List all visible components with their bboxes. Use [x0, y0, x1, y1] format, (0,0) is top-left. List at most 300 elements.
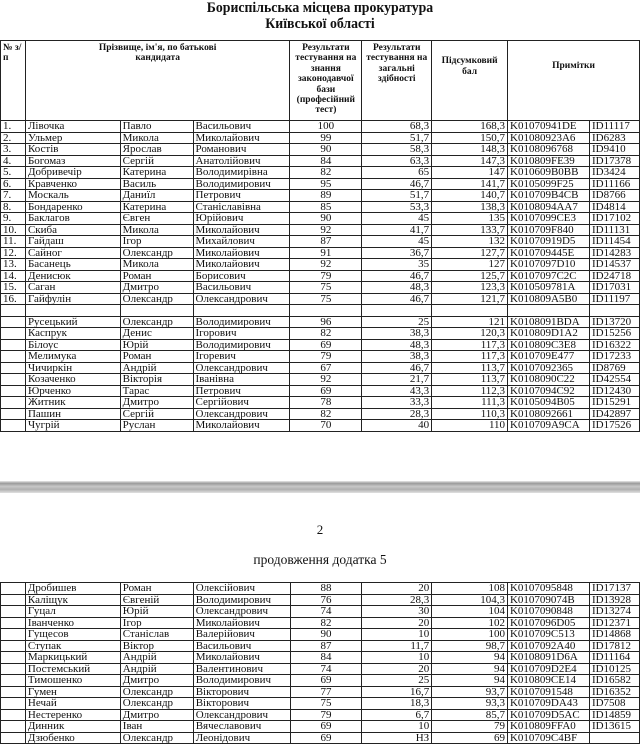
first-name: Євгеній: [120, 594, 193, 606]
total-score: 127,7: [432, 247, 508, 259]
row-number: [1, 594, 26, 606]
total-score: 100: [432, 629, 508, 641]
law-test-score: 78: [290, 397, 362, 409]
first-name: Ярослав: [120, 144, 193, 156]
candidate-id: ID14859: [589, 709, 639, 721]
total-score: 113,7: [432, 362, 508, 374]
last-name: Нестеренко: [25, 709, 120, 721]
candidate-id: ID14283: [589, 247, 639, 259]
first-name: Роман: [120, 351, 193, 363]
candidate-id: ID17812: [589, 640, 639, 652]
candidate-code: K0108091BDA: [508, 316, 590, 328]
table-row: [1, 121, 640, 133]
law-test-score: 77: [290, 686, 362, 698]
first-name: Денис: [120, 328, 193, 340]
last-name: Нечай: [25, 698, 120, 710]
first-name: Ігор: [120, 617, 193, 629]
table-row: [1, 583, 640, 595]
last-name: Денисюк: [25, 270, 120, 282]
general-test-score: 43,3: [362, 385, 432, 397]
candidate-code: K010709445E: [508, 247, 590, 259]
table-row: [1, 339, 640, 351]
header-full-name: Прізвище, ім'я, по батькові кандидата: [25, 41, 289, 121]
table-row: [1, 374, 640, 386]
candidate-code: K0107092A40: [507, 640, 589, 652]
candidate-code: K010709A9CA: [508, 420, 590, 432]
patronymic: Вікторович: [193, 698, 290, 710]
first-name: Андрій: [120, 663, 193, 675]
law-test-score: 99: [290, 132, 362, 144]
candidate-id: ID17102: [589, 213, 639, 225]
last-name: Костів: [25, 144, 120, 156]
row-number: [1, 606, 26, 618]
patronymic: Миколайович: [193, 617, 290, 629]
patronymic: Леонідович: [193, 732, 290, 744]
law-test-score: 82: [290, 408, 362, 420]
row-number: 15.: [1, 282, 26, 294]
last-name: Пашин: [25, 408, 120, 420]
table-row: [1, 732, 640, 744]
last-name: Юрченко: [25, 385, 120, 397]
general-test-score: 18,3: [362, 698, 432, 710]
general-test-score: 38,3: [362, 351, 432, 363]
law-test-score: 69: [290, 675, 362, 687]
table-row: [1, 316, 640, 328]
total-score: 138,3: [432, 201, 508, 213]
first-name: Сергій: [120, 408, 193, 420]
first-name: Дмитро: [120, 675, 193, 687]
candidate-code: K0105094B05: [508, 397, 590, 409]
table-row: [1, 328, 640, 340]
law-test-score: 69: [290, 385, 362, 397]
last-name: Лівочка: [25, 121, 120, 133]
candidate-code: K0107099CE3: [508, 213, 590, 225]
candidate-id: ID17137: [589, 583, 639, 595]
table-row: [1, 420, 640, 432]
last-name: Ступак: [25, 640, 120, 652]
candidate-code: [508, 305, 590, 317]
last-name: Русецький: [25, 316, 120, 328]
total-score: 150,7: [432, 132, 508, 144]
general-test-score: 51,7: [362, 190, 432, 202]
row-number: [1, 698, 26, 710]
law-test-score: 91: [290, 247, 362, 259]
patronymic: Вячеславович: [193, 721, 290, 733]
patronymic: Валентинович: [193, 663, 290, 675]
general-test-score: 46,7: [362, 362, 432, 374]
table-row: [1, 201, 640, 213]
patronymic: [193, 305, 290, 317]
first-name: Олександр: [120, 698, 193, 710]
candidate-code: K0107094C92: [508, 385, 590, 397]
last-name: Гайфулін: [25, 293, 120, 305]
total-score: 69: [432, 732, 508, 744]
candidate-id: ID3424: [589, 167, 639, 179]
row-number: [1, 709, 26, 721]
law-test-score: 87: [290, 640, 362, 652]
patronymic: Васильович: [193, 121, 290, 133]
law-test-score: 96: [290, 316, 362, 328]
patronymic: Станіславівна: [193, 201, 290, 213]
table-row: [1, 236, 640, 248]
total-score: 93,3: [432, 698, 508, 710]
row-number: [1, 362, 26, 374]
last-name: Чичиркін: [25, 362, 120, 374]
candidate-code: K0108096768: [508, 144, 590, 156]
patronymic: Ігорович: [193, 328, 290, 340]
candidate-code: K010709D2E4: [507, 663, 589, 675]
law-test-score: 74: [290, 663, 362, 675]
last-name: Гущесов: [25, 629, 120, 641]
header-notes: Примітки: [508, 41, 640, 121]
candidate-id: ID9410: [589, 144, 639, 156]
general-test-score: 28,3: [362, 594, 432, 606]
results-table-page-2: [0, 582, 640, 744]
patronymic: Олексійович: [193, 583, 290, 595]
general-test-score: 40: [362, 420, 432, 432]
first-name: Олександр: [120, 293, 193, 305]
page-break-divider: [0, 481, 640, 493]
last-name: Постемський: [25, 663, 120, 675]
row-number: 5.: [1, 167, 26, 179]
page-number: 2: [316, 522, 324, 537]
total-score: 127: [432, 259, 508, 271]
table-row: [1, 686, 640, 698]
table-row: [1, 213, 640, 225]
patronymic: Володимирович: [193, 594, 290, 606]
first-name: Сергій: [120, 155, 193, 167]
table-row: [1, 270, 640, 282]
total-score: 104,3: [432, 594, 508, 606]
total-score: 133,7: [432, 224, 508, 236]
candidate-code: K01070919D5: [508, 236, 590, 248]
table-row: [1, 351, 640, 363]
row-number: 13.: [1, 259, 26, 271]
total-score: 120,3: [432, 328, 508, 340]
general-test-score: [362, 305, 432, 317]
law-test-score: 89: [290, 190, 362, 202]
general-test-score: 25: [362, 316, 432, 328]
table-row: [1, 652, 640, 664]
first-name: Олександр: [120, 732, 193, 744]
patronymic: Володимирович: [193, 316, 290, 328]
row-number: 1.: [1, 121, 26, 133]
patronymic: Миколайович: [193, 224, 290, 236]
last-name: Козаченко: [25, 374, 120, 386]
last-name: Гуцал: [25, 606, 120, 618]
candidate-code: K010509781A: [508, 282, 590, 294]
first-name: Василь: [120, 178, 193, 190]
candidate-id: ID17378: [589, 155, 639, 167]
first-name: Юрій: [120, 339, 193, 351]
row-number: [1, 652, 26, 664]
general-test-score: 58,3: [362, 144, 432, 156]
last-name: Чугрій: [25, 420, 120, 432]
last-name: Білоус: [25, 339, 120, 351]
last-name: Дзюбенко: [25, 732, 120, 744]
general-test-score: 48,3: [362, 282, 432, 294]
patronymic: Володимирович: [193, 178, 290, 190]
first-name: Ігор: [120, 236, 193, 248]
law-test-score: 87: [290, 236, 362, 248]
candidate-id: [589, 305, 639, 317]
candidate-id: ID17031: [589, 282, 639, 294]
row-number: 12.: [1, 247, 26, 259]
candidate-id: ID8769: [589, 362, 639, 374]
last-name: Гумен: [25, 686, 120, 698]
table-row: [1, 640, 640, 652]
document-title: [0, 0, 640, 32]
law-test-score: 70: [290, 420, 362, 432]
patronymic: Сергійович: [193, 397, 290, 409]
table-row: [1, 282, 640, 294]
row-number: [1, 374, 26, 386]
law-test-score: 75: [290, 293, 362, 305]
candidate-id: ID13720: [589, 316, 639, 328]
candidate-code: K010709F840: [508, 224, 590, 236]
law-test-score: 90: [290, 629, 362, 641]
candidate-id: ID14537: [589, 259, 639, 271]
total-score: 79: [432, 721, 508, 733]
law-test-score: 79: [290, 351, 362, 363]
candidate-code: K0108091D6A: [507, 652, 589, 664]
last-name: Богомаз: [25, 155, 120, 167]
law-test-score: 88: [290, 583, 362, 595]
candidate-id: ID11454: [589, 236, 639, 248]
patronymic: Юрійович: [193, 213, 290, 225]
row-number: 8.: [1, 201, 26, 213]
first-name: Євген: [120, 213, 193, 225]
patronymic: Романович: [193, 144, 290, 156]
row-number: 11.: [1, 236, 26, 248]
last-name: Баклагов: [25, 213, 120, 225]
general-test-score: 20: [362, 583, 432, 595]
total-score: 102: [432, 617, 508, 629]
candidate-code: K0107097C2C: [508, 270, 590, 282]
first-name: Юрій: [120, 606, 193, 618]
candidate-code: K010709DA43: [507, 698, 589, 710]
table-row: [1, 709, 640, 721]
row-number: [1, 316, 26, 328]
total-score: 121,7: [432, 293, 508, 305]
total-score: [432, 305, 508, 317]
header-law-test: Результати тестування на знання законодавчої бази (професійний тест): [290, 41, 362, 121]
last-name: Тимошенко: [25, 675, 120, 687]
patronymic: Олександрович: [193, 709, 290, 721]
patronymic: Миколайович: [193, 259, 290, 271]
candidate-id: ID42897: [589, 408, 639, 420]
first-name: Дмитро: [120, 709, 193, 721]
candidate-id: ID11117: [589, 121, 639, 133]
first-name: Андрій: [120, 652, 193, 664]
continuation-subtitle: продовження додатка 5: [253, 552, 387, 567]
law-test-score: 84: [290, 652, 362, 664]
candidate-id: ID11166: [589, 178, 639, 190]
candidate-id: ID16352: [589, 686, 639, 698]
candidate-code: K0107091548: [507, 686, 589, 698]
patronymic: Ігоревич: [193, 351, 290, 363]
total-score: 125,7: [432, 270, 508, 282]
patronymic: Васильович: [193, 282, 290, 294]
row-number: 2.: [1, 132, 26, 144]
general-test-score: 63,3: [362, 155, 432, 167]
candidate-code: K010709D5AC: [507, 709, 589, 721]
general-test-score: 33,3: [362, 397, 432, 409]
last-name: Кравченко: [25, 178, 120, 190]
first-name: Олександр: [120, 316, 193, 328]
candidate-id: ID17233: [589, 351, 639, 363]
patronymic: Валерійович: [193, 629, 290, 641]
candidate-id: ID17526: [589, 420, 639, 432]
candidate-code: K010809FFA0: [507, 721, 589, 733]
candidate-code: K010609B0BB: [508, 167, 590, 179]
first-name: Роман: [120, 583, 193, 595]
general-test-score: 45: [362, 213, 432, 225]
law-test-score: 75: [290, 282, 362, 294]
table-row: [1, 132, 640, 144]
row-number: [1, 583, 26, 595]
law-test-score: 69: [290, 339, 362, 351]
table-row: [1, 305, 640, 317]
last-name: Добривечір: [25, 167, 120, 179]
patronymic: Петрович: [193, 190, 290, 202]
candidate-code: K010809CE14: [507, 675, 589, 687]
candidate-id: ID12430: [589, 385, 639, 397]
candidate-code: K0107092365: [508, 362, 590, 374]
header-general-test: Результати тестування на загальні здібності: [362, 41, 432, 121]
patronymic: Олександрович: [193, 293, 290, 305]
law-test-score: 92: [290, 224, 362, 236]
general-test-score: 35: [362, 259, 432, 271]
total-score: 141,7: [432, 178, 508, 190]
law-test-score: 82: [290, 167, 362, 179]
patronymic: Олександрович: [193, 606, 290, 618]
first-name: Станіслав: [120, 629, 193, 641]
first-name: Павло: [120, 121, 193, 133]
patronymic: Васильович: [193, 640, 290, 652]
row-number: [1, 328, 26, 340]
last-name: [25, 305, 120, 317]
first-name: Андрій: [120, 362, 193, 374]
candidate-code: K010809C3E8: [508, 339, 590, 351]
row-number: 3.: [1, 144, 26, 156]
row-number: 4.: [1, 155, 26, 167]
candidate-code: K01070941DE: [508, 121, 590, 133]
general-test-score: 36,7: [362, 247, 432, 259]
row-number: [1, 397, 26, 409]
row-number: [1, 686, 26, 698]
total-score: 121: [432, 316, 508, 328]
candidate-id: ID13928: [589, 594, 639, 606]
candidate-code: K010709B4CB: [508, 190, 590, 202]
last-name: Ульмер: [25, 132, 120, 144]
row-number: [1, 420, 26, 432]
row-number: [1, 305, 26, 317]
total-score: 104: [432, 606, 508, 618]
table-row: [1, 721, 640, 733]
candidate-id: ID24718: [589, 270, 639, 282]
candidate-code: K0108094AA7: [508, 201, 590, 213]
patronymic: Володимирівна: [193, 167, 290, 179]
total-score: 117,3: [432, 351, 508, 363]
patronymic: Володимирович: [193, 675, 290, 687]
candidate-code: K0105099F25: [508, 178, 590, 190]
header-total-score: Підсумковий бал: [432, 41, 508, 121]
general-test-score: 48,3: [362, 339, 432, 351]
last-name: Каліщук: [25, 594, 120, 606]
candidate-code: K0108092661: [508, 408, 590, 420]
patronymic: Анатолійович: [193, 155, 290, 167]
table-row: [1, 167, 640, 179]
patronymic: Миколайович: [193, 652, 290, 664]
law-test-score: 85: [290, 201, 362, 213]
table-row: [1, 259, 640, 271]
patronymic: Іванівна: [193, 374, 290, 386]
first-name: Роман: [120, 270, 193, 282]
total-score: 85,7: [432, 709, 508, 721]
last-name: Басанець: [25, 259, 120, 271]
general-test-score: 20: [362, 663, 432, 675]
table-row: [1, 663, 640, 675]
law-test-score: 82: [290, 328, 362, 340]
first-name: Микола: [120, 132, 193, 144]
table-row: [1, 224, 640, 236]
patronymic: Володимирович: [193, 339, 290, 351]
title-line-1: Бориспільська місцева прокуратура: [206, 0, 434, 16]
total-score: 140,7: [432, 190, 508, 202]
total-score: 98,7: [432, 640, 508, 652]
general-test-score: 20: [362, 617, 432, 629]
table-row: [1, 698, 640, 710]
general-test-score: 11,7: [362, 640, 432, 652]
candidate-id: ID7508: [589, 698, 639, 710]
law-test-score: 79: [290, 709, 362, 721]
total-score: 113,7: [432, 374, 508, 386]
row-number: [1, 663, 26, 675]
candidate-id: ID8766: [589, 190, 639, 202]
general-test-score: 65: [362, 167, 432, 179]
law-test-score: 100: [290, 121, 362, 133]
first-name: Катерина: [120, 201, 193, 213]
first-name: Катерина: [120, 167, 193, 179]
last-name: Каспрук: [25, 328, 120, 340]
total-score: 135: [432, 213, 508, 225]
candidate-code: K0107097D10: [508, 259, 590, 271]
first-name: [120, 305, 193, 317]
total-score: 110,3: [432, 408, 508, 420]
candidate-code: K0108090C22: [508, 374, 590, 386]
general-test-score: 21,7: [362, 374, 432, 386]
general-test-score: 10: [362, 629, 432, 641]
first-name: Дмитро: [120, 282, 193, 294]
law-test-score: 82: [290, 617, 362, 629]
first-name: Микола: [120, 224, 193, 236]
candidate-id: ID6283: [589, 132, 639, 144]
patronymic: Миколайович: [193, 420, 290, 432]
candidate-code: K010709E477: [508, 351, 590, 363]
last-name: Житник: [25, 397, 120, 409]
candidate-id: ID12371: [589, 617, 639, 629]
row-number: [1, 339, 26, 351]
first-name: Руслан: [120, 420, 193, 432]
total-score: 94: [432, 652, 508, 664]
first-name: Дмитро: [120, 397, 193, 409]
candidate-id: ID13615: [589, 721, 639, 733]
total-score: 111,3: [432, 397, 508, 409]
candidate-id: ID15256: [589, 328, 639, 340]
law-test-score: 74: [290, 606, 362, 618]
total-score: 147: [432, 167, 508, 179]
